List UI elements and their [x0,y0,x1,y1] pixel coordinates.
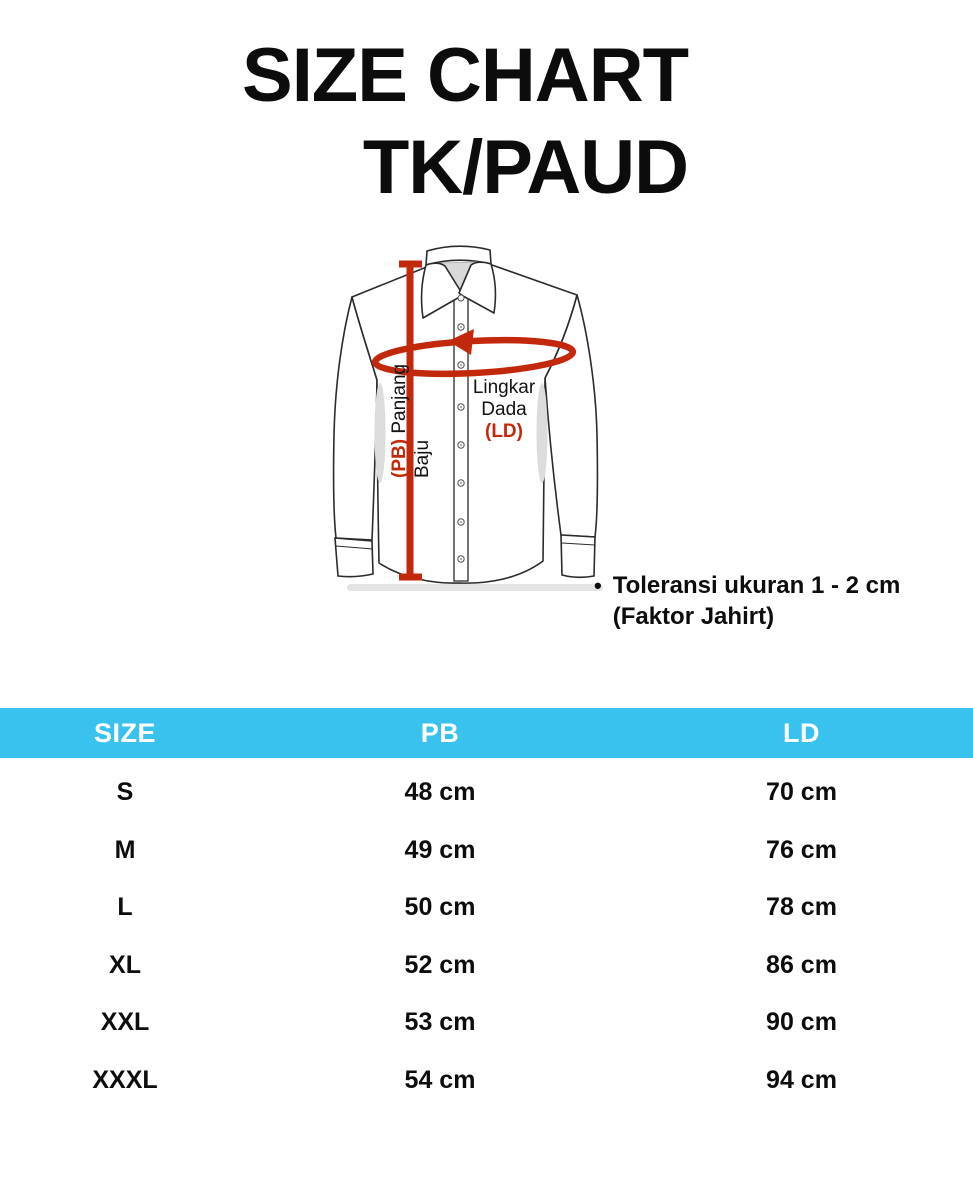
table-header-row [0,708,973,758]
ld-cell: 78 cm [766,893,837,922]
size-cell: M [114,835,136,864]
ld-cell: 70 cm [766,778,837,807]
size-cell: S [116,778,134,807]
table-row [0,822,973,880]
bullet-icon: • [594,573,602,598]
table-row [0,879,973,937]
ld-label-word1: Lingkar [472,377,536,398]
table-row [0,1052,973,1110]
header-ld: LD [783,717,820,748]
table-row [0,764,973,822]
ld-cell: 76 cm [766,835,837,864]
pb-cell: 53 cm [404,1008,476,1037]
size-table [0,708,973,1109]
size-cell: L [117,893,133,922]
tolerance-note-line2: (Faktor Jahirt) [612,603,775,630]
ld-label-word2: Dada [481,399,527,420]
left-cuff [335,538,373,577]
pb-cell: 48 cm [404,778,476,807]
right-cuff [561,535,595,577]
ld-label [454,377,554,443]
size-cell: XXL [100,1008,150,1037]
ld-label-abbr: (LD) [485,421,523,442]
ld-cell: 86 cm [766,950,837,979]
pb-cell: 49 cm [404,835,476,864]
size-cell: XL [109,950,141,979]
pb-label-word1: Panjang [389,363,410,434]
page-title-line2: TK/PAUD [362,125,688,210]
page-title [0,30,688,214]
page-title-line1: SIZE CHART [242,33,688,118]
pb-label-abbr: (PB) [389,438,410,478]
left-side-shadow [375,383,386,483]
table-body [0,758,973,1109]
ground-shadow [347,584,603,591]
table-row [0,994,973,1052]
pb-label-word2: Baju [412,439,433,478]
ld-cell: 90 cm [766,1008,837,1037]
pb-cell: 50 cm [404,893,476,922]
pb-label [388,363,434,478]
pb-cell: 52 cm [404,950,476,979]
tolerance-note-line1: Toleransi ukuran 1 - 2 cm [612,572,901,599]
header-pb: PB [420,717,460,748]
pb-cell: 54 cm [404,1065,476,1094]
ld-cell: 94 cm [766,1065,837,1094]
header-size: SIZE [93,717,156,748]
tolerance-note [594,570,900,632]
size-cell: XXXL [92,1065,158,1094]
table-row [0,937,973,995]
